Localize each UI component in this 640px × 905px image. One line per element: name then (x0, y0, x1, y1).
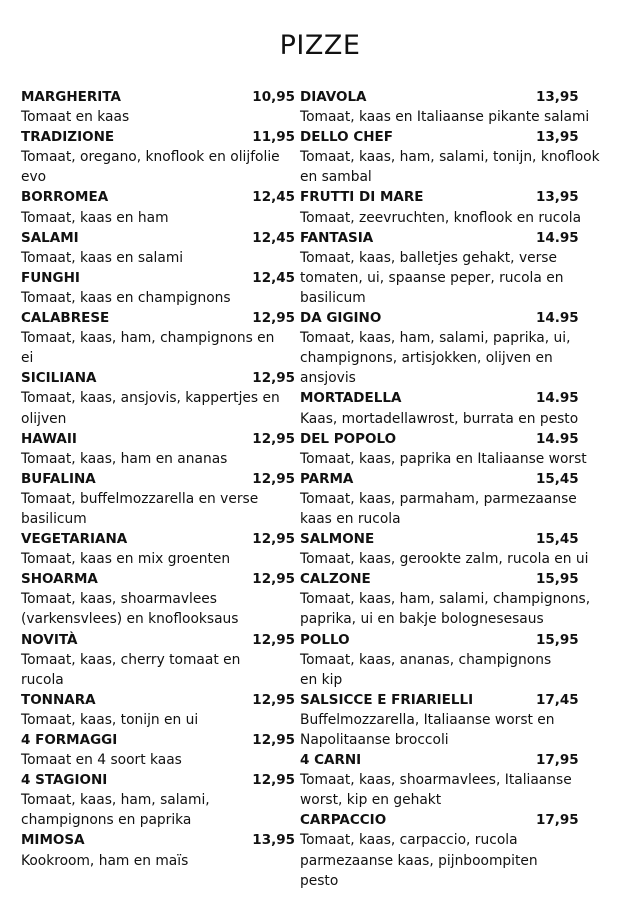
pizza-name: MIMOSA (21, 832, 85, 849)
pizza-name: DEL POPOLO (300, 430, 397, 447)
menu-item (300, 810, 620, 890)
pizza-description-line: Tomaat, kaas en champignons (21, 289, 231, 306)
pizza-description-line: parmezaanse kaas, pijnboompiten (300, 852, 538, 869)
menu-item (300, 228, 620, 308)
pizza-description-line: ansjovis (300, 370, 356, 387)
menu-item-header (21, 368, 295, 388)
pizza-price: 12,95 (252, 531, 295, 548)
pizza-name: SHOARMA (21, 571, 98, 588)
pizza-description-line: Buffelmozzarella, Italiaanse worst en (300, 711, 555, 728)
pizza-name: FRUTTI DI MARE (300, 189, 424, 206)
menu-item (21, 268, 295, 308)
pizza-price: 13,95 (536, 129, 579, 146)
menu-item-header (300, 228, 620, 248)
menu-item (21, 127, 295, 187)
menu-item (21, 368, 295, 428)
menu-item-header (21, 770, 295, 790)
menu-item (300, 750, 620, 810)
menu-item-header (300, 308, 620, 328)
pizza-name: TRADIZIONE (21, 129, 115, 146)
menu-item (21, 429, 295, 469)
menu-item (300, 429, 620, 469)
pizza-price: 12,45 (252, 269, 295, 286)
menu-item (300, 308, 620, 388)
pizza-description-line: Kookroom, ham en maïs (21, 852, 189, 869)
pizza-description-line: Tomaat, kaas, shoarmavlees, Italiaanse (300, 772, 572, 789)
pizza-description-line: Tomaat, kaas, ansjovis, kappertjes en (21, 390, 280, 407)
pizza-description-line: Tomaat, kaas, shoarmavlees (21, 591, 217, 608)
pizza-description-line: pesto (300, 872, 339, 889)
pizza-price: 12,45 (252, 229, 295, 246)
pizza-name: CALZONE (300, 571, 371, 588)
pizza-description-line: champignons, artisjokken, olijven en (300, 350, 553, 367)
menu-item-header (300, 569, 620, 589)
pizza-price: 15,45 (536, 531, 579, 548)
pizza-price: 15,95 (536, 571, 579, 588)
pizza-name: TONNARA (21, 691, 96, 708)
pizza-name: 4 FORMAGGI (21, 732, 118, 748)
pizza-price: 17,95 (536, 752, 579, 769)
menu-item-header (21, 730, 295, 750)
pizza-description-line: Tomaat, kaas en Italiaanse pikante salami (300, 109, 590, 126)
pizza-price: 14.95 (536, 430, 579, 447)
menu-item (21, 87, 295, 127)
pizza-description-line: worst, kip en gehakt (300, 792, 442, 809)
pizza-price: 14.95 (536, 390, 579, 407)
menu-item-header (21, 830, 295, 850)
menu-item (300, 187, 620, 227)
pizza-price: 12,95 (252, 430, 295, 447)
menu-item (300, 87, 620, 127)
pizza-description-line: Tomaat, kaas en ham (21, 209, 169, 226)
pizza-price: 17,95 (536, 812, 579, 829)
pizza-price: 14.95 (536, 310, 579, 327)
pizza-price: 14.95 (536, 229, 579, 246)
pizza-name: BORROMEA (21, 189, 109, 206)
pizza-name: NOVITÀ (21, 631, 78, 648)
menu-item (21, 308, 295, 368)
pizza-name: DA GIGINO (300, 310, 382, 327)
menu-item-header (21, 690, 295, 710)
pizza-name: HAWAII (21, 430, 77, 447)
pizza-description-line: Tomaat, oregano, knoflook en olijfolie (21, 149, 280, 166)
pizza-description-line: Tomaat, kaas, ham, salami, champignons, (300, 591, 591, 608)
pizza-name: MARGHERITA (21, 89, 121, 105)
menu-item-header (21, 268, 295, 288)
pizza-price: 10,95 (252, 89, 295, 105)
pizza-name: 4 CARNI (300, 752, 362, 769)
menu-item (300, 690, 620, 750)
pizza-description-line: olijven (21, 410, 67, 427)
pizza-description-line: Tomaat, kaas, cherry tomaat en (21, 651, 241, 668)
pizza-price: 15,45 (536, 470, 579, 487)
pizza-description-line: Kaas, mortadellawrost, burrata en pesto (300, 410, 579, 427)
pizza-name: CARPACCIO (300, 812, 387, 829)
pizza-description-line: Tomaat, kaas, parmaham, parmezaanse (300, 490, 577, 507)
pizza-description-line: Tomaat, kaas, ham, champignons en (21, 330, 275, 347)
pizza-name: FANTASIA (300, 229, 374, 246)
pizza-name: VEGETARIANA (21, 531, 128, 548)
pizza-description-line: Tomaat, kaas, carpaccio, rucola (300, 832, 518, 849)
page-title: PIZZE (279, 30, 361, 61)
menu-item (21, 730, 295, 770)
pizza-description-line: Napolitaanse broccoli (300, 732, 449, 748)
menu-item (300, 630, 620, 690)
pizza-description-line: Tomaat, kaas en mix groenten (21, 551, 231, 568)
pizza-price: 12,95 (252, 631, 295, 648)
menu-item-header (300, 529, 620, 549)
menu-item-header (21, 630, 295, 650)
menu-item-header (21, 228, 295, 248)
pizza-description-line: Tomaat, kaas, paprika en Italiaanse worst (300, 450, 587, 467)
pizza-description-line: paprika, ui en bakje bolognesesaus (300, 611, 544, 628)
pizza-description-line: Tomaat en kaas (21, 109, 130, 126)
menu-item-header (300, 127, 620, 147)
pizza-description-line: Tomaat, kaas, balletjes gehakt, verse (300, 249, 557, 266)
pizza-description-line: Tomaat, zeevruchten, knoflook en rucola (300, 209, 582, 226)
menu-item (21, 690, 295, 730)
pizza-name: MORTADELLA (300, 390, 402, 407)
pizza-price: 12,95 (252, 370, 295, 387)
menu-item-header (21, 529, 295, 549)
menu-item-header (21, 569, 295, 589)
pizza-description-line: Tomaat, kaas, gerookte zalm, rucola en ui (300, 551, 589, 568)
pizza-description-line: Tomaat, kaas en salami (21, 249, 184, 266)
pizza-name: FUNGHI (21, 269, 80, 286)
pizza-name: 4 STAGIONI (21, 772, 108, 789)
menu-item-header (300, 630, 620, 650)
pizza-description-line: (varkensvlees) en knoflooksaus (21, 611, 239, 628)
menu-item (300, 529, 620, 569)
menu-item-header (300, 429, 620, 449)
pizza-name: POLLO (300, 631, 350, 648)
menu-item-header (300, 690, 620, 710)
menu-item (300, 127, 620, 187)
menu-column-right (300, 87, 620, 891)
menu-item-header (300, 750, 620, 770)
pizza-price: 12,95 (252, 310, 295, 327)
menu-item-header (300, 388, 620, 408)
menu-item-header (300, 87, 620, 107)
pizza-name: CALABRESE (21, 310, 110, 327)
menu-item-header (21, 429, 295, 449)
menu-item-header (21, 469, 295, 489)
pizza-description-line: Tomaat, buffelmozzarella en verse (21, 490, 259, 507)
pizza-description-line: Tomaat, kaas, ham, salami, paprika, ui, (300, 330, 571, 347)
menu-item-header (300, 810, 620, 830)
menu-item (21, 469, 295, 529)
menu-item (21, 830, 295, 870)
menu-item-header (21, 187, 295, 207)
pizza-name: SALAMI (21, 229, 79, 246)
pizza-description-line: Tomaat, kaas, ananas, champignons (300, 651, 552, 668)
pizza-price: 13,95 (536, 189, 579, 206)
pizza-price: 17,45 (536, 691, 579, 708)
pizza-price: 12,95 (252, 470, 295, 487)
pizza-description-line: Tomaat, kaas, ham, salami, (21, 792, 210, 809)
menu-item (21, 770, 295, 830)
pizza-description-line: Tomaat, kaas, ham en ananas (21, 450, 228, 467)
menu-item-header (300, 187, 620, 207)
menu-item-header (21, 308, 295, 328)
pizza-description-line: champignons en paprika (21, 812, 192, 829)
pizza-price: 12,95 (252, 691, 295, 708)
menu-item (21, 228, 295, 268)
pizza-description-line: en kip (300, 671, 343, 688)
pizza-description-line: tomaten, ui, spaanse peper, rucola en (300, 269, 564, 286)
menu-item (21, 569, 295, 629)
menu-item (300, 469, 620, 529)
pizza-price: 15,95 (536, 631, 579, 648)
pizza-name: SALMONE (300, 531, 375, 548)
pizza-price: 13,95 (536, 89, 579, 105)
pizza-description-line: basilicum (300, 289, 366, 306)
menu-item (300, 569, 620, 629)
menu-column-left (21, 87, 295, 871)
pizza-name: SICILIANA (21, 370, 97, 387)
pizza-description-line: evo (21, 169, 47, 186)
pizza-price: 11,95 (252, 129, 295, 146)
pizza-description-line: rucola (21, 671, 64, 688)
pizza-price: 12,45 (252, 189, 295, 206)
pizza-name: PARMA (300, 470, 354, 487)
menu-item-header (300, 469, 620, 489)
pizza-name: BUFALINA (21, 470, 96, 487)
pizza-name: DELLO CHEF (300, 129, 393, 146)
pizza-description-line: Tomaat, kaas, ham, salami, tonijn, knoflook (300, 149, 600, 166)
pizza-name: SALSICCE E FRIARIELLI (300, 691, 474, 708)
menu-item-header (21, 127, 295, 147)
pizza-price: 12,95 (252, 732, 295, 748)
pizza-description-line: Tomaat, kaas, tonijn en ui (21, 711, 199, 728)
pizza-description-line: Tomaat en 4 soort kaas (21, 752, 182, 769)
menu-item (300, 388, 620, 428)
pizza-description-line: basilicum (21, 510, 87, 527)
pizza-description-line: ei (21, 350, 34, 367)
menu-item (21, 187, 295, 227)
pizza-price: 12,95 (252, 571, 295, 588)
pizza-price: 12,95 (252, 772, 295, 789)
pizza-name: DIAVOLA (300, 89, 367, 105)
menu-item (21, 630, 295, 690)
pizza-description-line: en sambal (300, 169, 372, 186)
menu-item (21, 529, 295, 569)
menu-item-header (21, 87, 295, 107)
pizza-description-line: kaas en rucola (300, 510, 401, 527)
pizza-price: 13,95 (252, 832, 295, 849)
